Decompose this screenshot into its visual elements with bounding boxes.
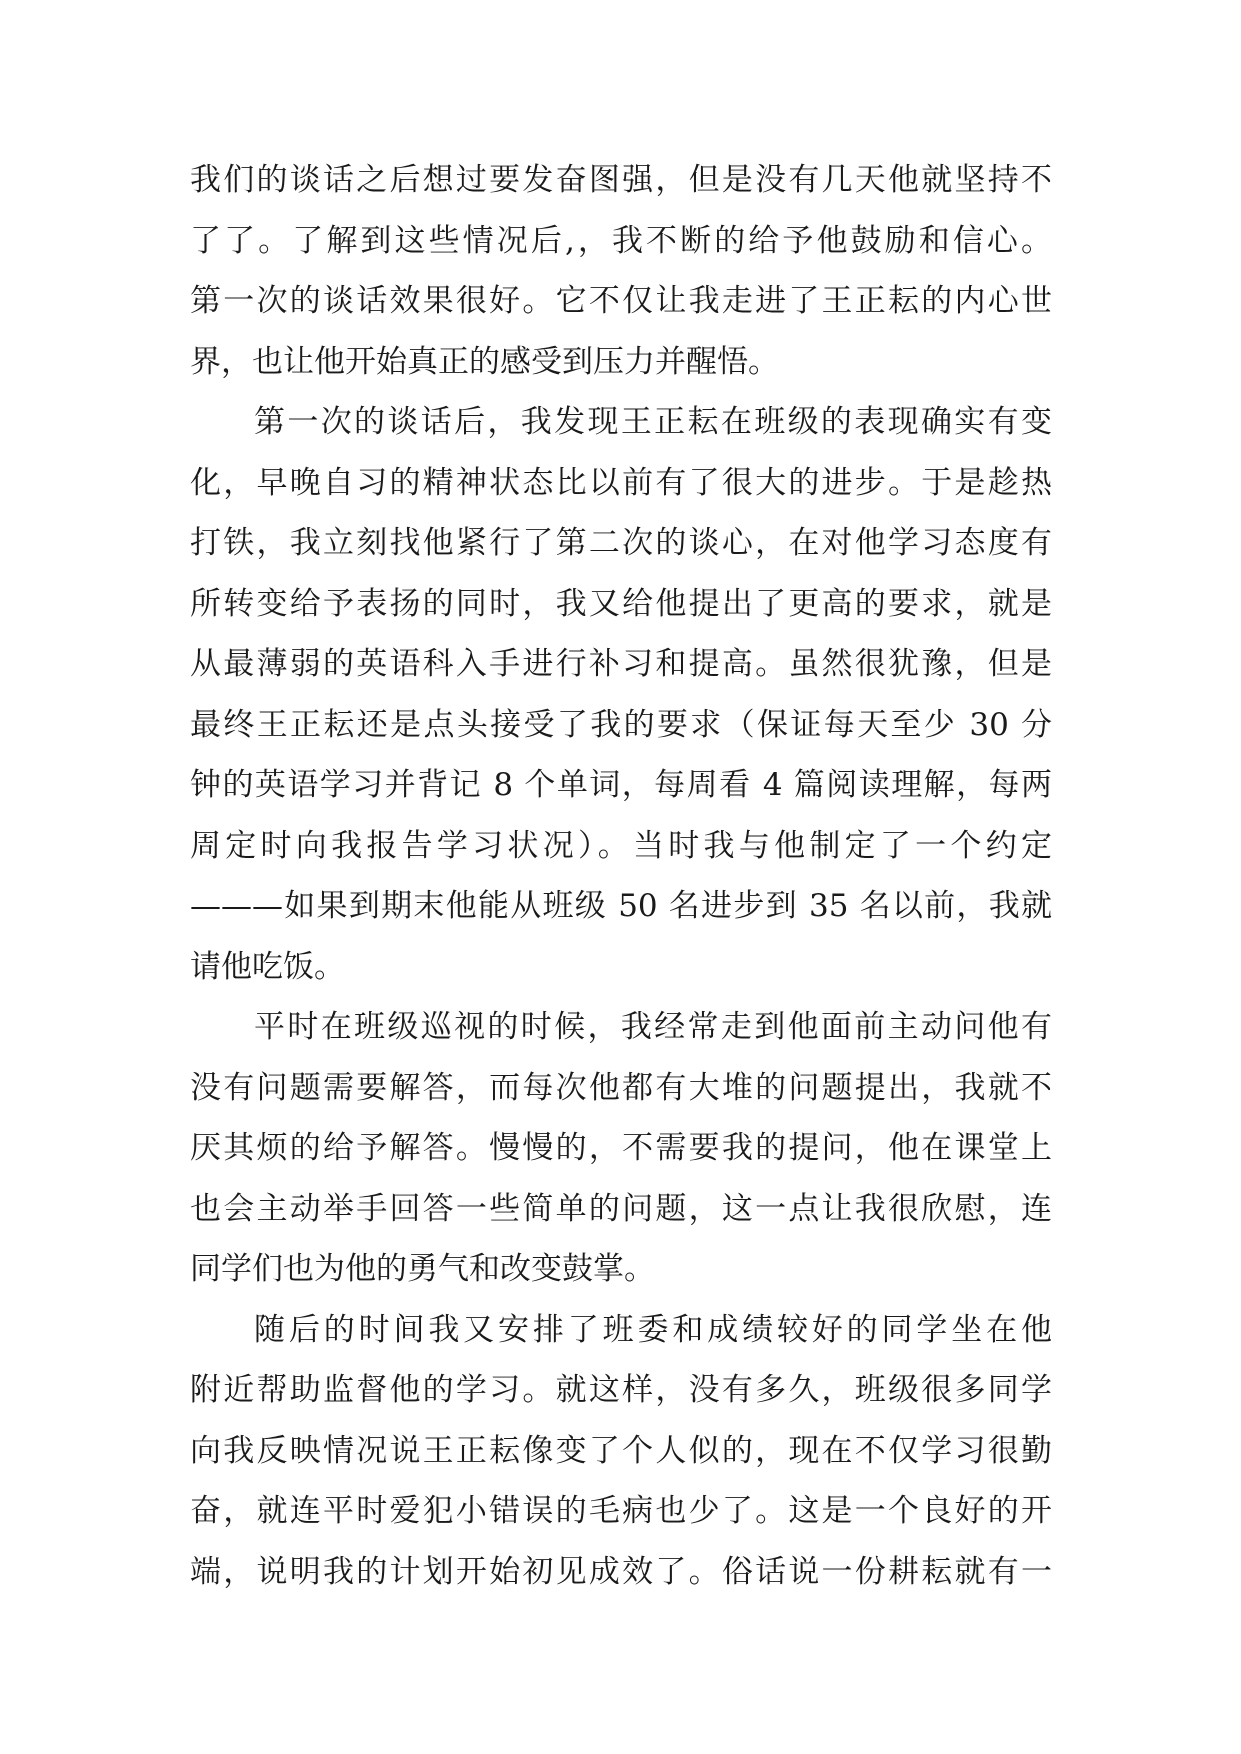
document-body <box>190 150 1052 1602</box>
paragraph-3 <box>190 997 1052 1300</box>
text-line: 奋，就连平时爱犯小错误的毛病也少了。这是一个良好的开 <box>190 1493 1052 1529</box>
text-line: 化，早晚自习的精神状态比以前有了很大的进步。于是趁热 <box>190 464 1052 501</box>
text-line: 厌其烦的给予解答。慢慢的，不需要我的提问，他在课堂上 <box>190 1130 1052 1166</box>
text-line: 从最薄弱的英语科入手进行补习和提高。虽然很犹豫，但是 <box>190 646 1052 682</box>
text-line: 也会主动举手回答一些简单的问题，这一点让我很欣慰，连 <box>190 1190 1052 1227</box>
text-line: 最终王正耘还是点头接受了我的要求（保证每天至少 30 分 <box>190 706 1052 743</box>
text-line: 没有问题需要解答，而每次他都有大堆的问题提出，我就不 <box>190 1069 1052 1106</box>
text-line: 周定时向我报告学习状况）。当时我与他制定了一个约定 <box>190 827 1052 864</box>
text-line: 我们的谈话之后想过要发奋图强，但是没有几天他就坚持不 <box>190 162 1052 198</box>
text-line: 请他吃饭。 <box>190 948 345 985</box>
text-line: ———如果到期末他能从班级 50 名进步到 35 名以前，我就 <box>190 888 1052 924</box>
text-line: 界，也让他开始真正的感受到压力并醒悟。 <box>190 343 779 380</box>
text-line: 附近帮助监督他的学习。就这样，没有多久，班级很多同学 <box>190 1372 1052 1408</box>
text-line: 向我反映情况说王正耘像变了个人似的，现在不仅学习很勤 <box>190 1432 1052 1469</box>
text-line: 随后的时间我又安排了班委和成绩较好的同学坐在他 <box>254 1311 1052 1348</box>
text-line: 第一次的谈话效果很好。它不仅让我走进了王正耘的内心世 <box>190 283 1052 319</box>
paragraph-4 <box>190 1300 1052 1603</box>
text-line: 钟的英语学习并背记 8 个单词，每周看 4 篇阅读理解，每两 <box>190 767 1052 803</box>
paragraph-1 <box>190 150 1052 392</box>
paragraph-2 <box>190 392 1052 997</box>
text-line: 了了。了解到这些情况后,，我不断的给予他鼓励和信心。 <box>190 222 1052 259</box>
text-line: 打铁，我立刻找他紧行了第二次的谈心，在对他学习态度有 <box>190 525 1052 561</box>
text-line: 第一次的谈话后，我发现王正耘在班级的表现确实有变 <box>254 404 1052 440</box>
text-line: 端，说明我的计划开始初见成效了。俗话说一份耕耘就有一 <box>190 1553 1052 1590</box>
text-line: 同学们也为他的勇气和改变鼓掌。 <box>190 1251 655 1287</box>
text-line: 平时在班级巡视的时候，我经常走到他面前主动问他有 <box>254 1009 1052 1045</box>
text-line: 所转变给予表扬的同时，我又给他提出了更高的要求，就是 <box>190 585 1052 622</box>
